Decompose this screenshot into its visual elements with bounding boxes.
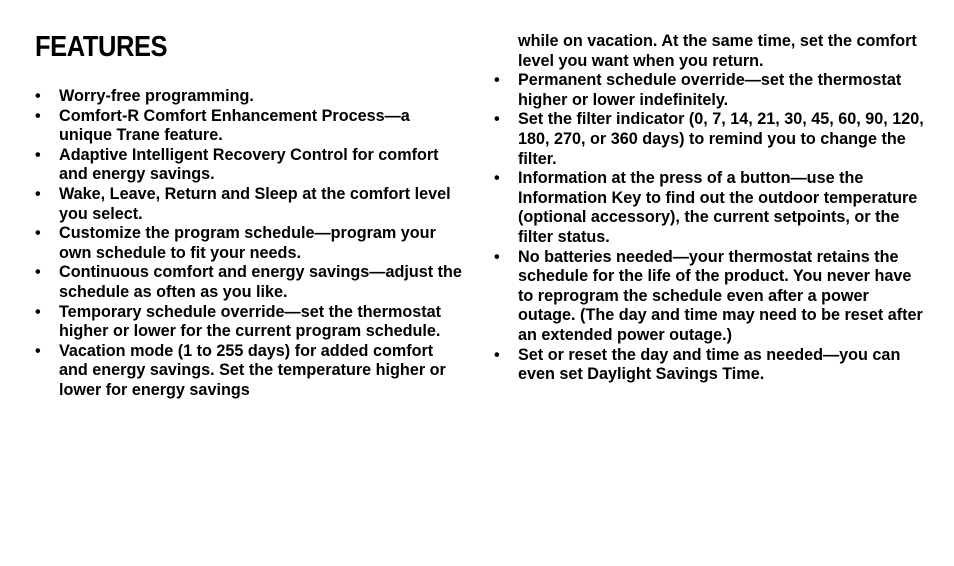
feature-text: while on vacation. At the same time, set the comfort level you want when you return. xyxy=(518,32,917,70)
feature-text: Information at the press of a button—use the Information Key to find out the outdoor temperature (optional accessory), the current setpoints, or the filter status. xyxy=(518,169,918,246)
feature-item xyxy=(35,107,465,146)
feature-item xyxy=(35,87,465,107)
feature-text: Temporary schedule override—set the thermostat higher or lower for the current program schedule. xyxy=(59,302,442,341)
feature-text: Set or reset the day and time as needed—you can even set Daylight Savings Time. xyxy=(518,345,901,384)
feature-text: No batteries needed—your thermostat retains the schedule for the life of the product. You never have to reprogram the schedule even after a power outage. (The day and time may need to be reset after an extended power outage.) xyxy=(518,247,923,344)
bullet-icon: • xyxy=(494,110,500,129)
feature-text: Comfort-R Comfort Enhancement Process—a unique Trane feature. xyxy=(59,106,410,145)
feature-text: Wake, Leave, Return and Sleep at the comfort level you select. xyxy=(59,184,451,223)
feature-item xyxy=(35,146,465,185)
feature-item xyxy=(35,224,465,263)
feature-text: Continuous comfort and energy savings—adjust the schedule as often as you like. xyxy=(59,263,462,301)
feature-text: Permanent schedule override—set the thermostat higher or lower indefinitely. xyxy=(518,71,902,109)
features-list-left xyxy=(35,87,465,401)
bullet-icon: • xyxy=(35,263,41,282)
bullet-icon: • xyxy=(35,184,41,203)
bullet-icon: • xyxy=(494,71,500,90)
feature-item xyxy=(494,248,924,346)
page-title: FEATURES xyxy=(35,31,168,63)
feature-text: Vacation mode (1 to 255 days) for added comfort and energy savings. Set the temperature higher or lower for energy savings xyxy=(59,341,446,399)
feature-text: Customize the program schedule—program your own schedule to fit your needs. xyxy=(59,224,436,262)
feature-item xyxy=(35,185,465,224)
feature-item xyxy=(35,342,465,401)
bullet-icon: • xyxy=(494,247,500,266)
bullet-icon: • xyxy=(494,345,500,364)
features-list-right xyxy=(494,32,924,385)
bullet-icon: • xyxy=(35,87,41,105)
feature-item xyxy=(35,303,465,342)
feature-text: Set the filter indicator (0, 7, 14, 21, 30, 45, 60, 90, 120, 180, 270, or 360 days) to remind you to change the filter. xyxy=(518,110,924,168)
feature-text: Adaptive Intelligent Recovery Control for comfort and energy savings. xyxy=(59,145,439,184)
bullet-icon: • xyxy=(35,224,41,243)
feature-text: Worry-free programming. xyxy=(59,87,254,105)
feature-item xyxy=(494,110,924,169)
bullet-icon: • xyxy=(494,169,500,188)
bullet-icon: • xyxy=(35,302,41,321)
bullet-icon: • xyxy=(35,145,41,164)
feature-item-continued xyxy=(494,32,924,71)
feature-item xyxy=(494,346,924,385)
feature-item xyxy=(494,71,924,110)
bullet-icon: • xyxy=(35,341,41,360)
feature-item xyxy=(35,263,465,302)
bullet-icon: • xyxy=(35,106,41,125)
feature-item xyxy=(494,169,924,247)
